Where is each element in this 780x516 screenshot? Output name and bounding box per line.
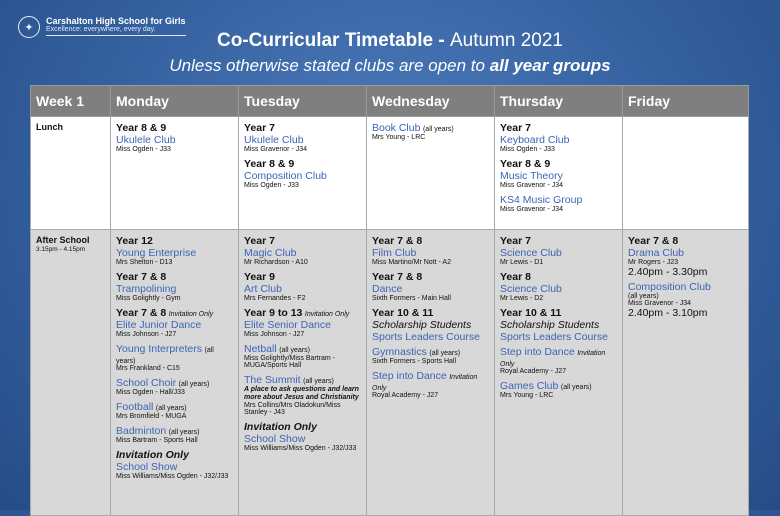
header-row — [31, 86, 749, 117]
invitation-heading: Invitation Only — [116, 449, 189, 461]
timetable — [30, 85, 749, 516]
teacher-room: Miss Johnson - J27 — [116, 331, 177, 338]
club-name: Science Club — [500, 283, 562, 295]
year-group: Year 7 & 8 — [116, 271, 167, 283]
year-group: Year 7 — [244, 235, 275, 247]
invitation-heading: Invitation Only — [244, 421, 317, 434]
club-name: Elite Junior Dance — [116, 319, 202, 331]
header-wednesday: Wednesday — [367, 86, 495, 117]
club-name: Magic Club — [244, 247, 297, 259]
crest-icon: ✦ — [18, 16, 40, 38]
club-name: Young Interpreters — [116, 343, 203, 355]
school-tagline: Excellence: everywhere, every day. — [46, 26, 156, 33]
club-name: Netball — [244, 343, 277, 355]
year-group: Year 9 — [244, 271, 275, 283]
club-note: (all years) — [116, 347, 214, 365]
teacher-room: Royal Academy - J27 — [500, 368, 567, 375]
teacher-room: Miss Bartram - Sports Hall — [116, 437, 198, 444]
title-season: Autumn 2021 — [449, 30, 563, 51]
year-group: Year 8 & 9 — [244, 158, 295, 170]
teacher-room: Miss Golightly/Miss Bartram - MUGA/Sports Hall — [244, 355, 336, 369]
club-note: Invitation Only — [304, 311, 350, 318]
club-line — [500, 380, 617, 392]
page-title — [0, 30, 780, 52]
header-friday: Friday — [623, 86, 749, 117]
club-name: Drama Club — [628, 247, 685, 259]
club-name: Games Club — [500, 380, 559, 392]
lunch-label: Lunch — [31, 117, 111, 230]
page-subtitle — [0, 56, 780, 76]
year-group: Year 7 & 8 — [628, 235, 679, 247]
school-name: Carshalton High School for Girls — [46, 16, 186, 26]
teacher-room: Royal Academy - J27 — [372, 392, 439, 399]
after-tuesday — [239, 230, 367, 516]
teacher-room: Sixth Formers - Sports Hall — [372, 358, 457, 365]
club-name: Trampolining — [116, 283, 177, 295]
year-group: Year 8 & 9 — [116, 122, 167, 134]
club-note: (all years) — [155, 405, 187, 412]
teacher-room: Mrs Bromfield - MUGA — [116, 413, 187, 420]
teacher-room: Miss Johnson - J27 — [244, 331, 305, 338]
teacher-room: Miss Gravenor - J34 — [244, 146, 308, 153]
teacher-room: Miss Ogden - Hall/J33 — [116, 389, 185, 396]
club-name: Gymnastics — [372, 346, 427, 358]
teacher-room: Miss Ogden - J33 — [500, 146, 555, 153]
lunch-monday — [111, 117, 239, 230]
club-time: 2.40pm - 3.10pm — [628, 307, 708, 319]
teacher-room: Miss Martino/Mr Nott - A2 — [372, 259, 451, 266]
club-note: Invitation Only — [168, 311, 214, 318]
club-line — [372, 346, 489, 358]
header-tuesday: Tuesday — [239, 86, 367, 117]
after-school-label — [31, 230, 111, 516]
club-note: (all years) — [429, 350, 461, 357]
year-group: Year 8 — [500, 271, 531, 283]
year-line — [244, 307, 361, 319]
teacher-room: Miss Ogden - J33 — [244, 182, 299, 189]
teacher-room: Miss Williams/Miss Ogden - J32/J33 — [244, 445, 357, 453]
club-note: (all years) — [560, 384, 592, 391]
club-line — [372, 122, 489, 134]
year-group: Year 10 & 11 — [500, 307, 562, 319]
club-name: Music Theory — [500, 170, 563, 182]
club-name: Science Club — [500, 247, 562, 259]
subtitle-emphasis: all year groups — [489, 56, 611, 75]
teacher-room: Mrs Young - LRC — [372, 134, 426, 141]
teacher-room: Mrs Collins/Mrs Oladokun/Miss Stanley - J43 — [244, 402, 341, 417]
after-school-row — [31, 230, 749, 516]
club-name: Step into Dance — [500, 346, 575, 358]
club-name: Film Club — [372, 247, 417, 259]
after-wednesday — [367, 230, 495, 516]
after-school-time: 3.15pm - 4.15pm — [36, 246, 86, 253]
after-thursday — [495, 230, 623, 516]
year-group: Year 7 — [244, 122, 275, 134]
year-group: Year 7 — [500, 235, 531, 247]
year-group: Year 8 & 9 — [500, 158, 551, 170]
teacher-room: Sixth Formers - Main Hall — [372, 295, 451, 302]
title-main: Co-Curricular Timetable - — [216, 30, 450, 51]
club-note: (all years) — [178, 381, 210, 388]
club-line — [244, 374, 361, 386]
teacher-room: Mrs Fernandes - F2 — [244, 295, 306, 302]
year-group: Year 7 & 8 — [116, 307, 167, 319]
club-note: Invitation Only — [500, 350, 606, 368]
after-monday — [111, 230, 239, 516]
header-monday: Monday — [111, 86, 239, 117]
club-line — [500, 346, 617, 368]
year-group: Year 12 — [116, 235, 153, 247]
club-name: Ukulele Club — [244, 134, 304, 146]
teacher-room: Miss Gravenor - J34 — [628, 300, 692, 307]
teacher-room: Miss Gravenor - J34 — [500, 182, 564, 189]
club-line — [116, 343, 233, 365]
year-group: Year 7 — [500, 122, 531, 134]
lunch-wednesday — [367, 117, 495, 230]
club-line — [116, 425, 233, 437]
club-line — [116, 401, 233, 413]
club-name: KS4 Music Group — [500, 194, 583, 206]
header-week: Week 1 — [31, 86, 111, 117]
club-name: Ukulele Club — [116, 134, 176, 146]
club-name: Elite Senior Dance — [244, 319, 331, 331]
club-name: Young Enterprise — [116, 247, 197, 259]
year-group: Year 10 & 11 — [372, 307, 434, 319]
club-note: (all years) — [628, 293, 659, 300]
year-group: Year 9 to 13 — [244, 307, 303, 319]
after-friday — [623, 230, 749, 516]
lunch-thursday — [495, 117, 623, 230]
lunch-row — [31, 117, 749, 230]
club-line — [372, 370, 489, 392]
lunch-tuesday — [239, 117, 367, 230]
club-note: (all years) — [303, 378, 334, 385]
club-name: Football — [116, 401, 154, 413]
eligibility: Scholarship Students — [372, 319, 472, 331]
club-name: Dance — [372, 283, 403, 295]
club-note: Invitation Only — [372, 374, 478, 392]
club-note: (all years) — [168, 429, 200, 436]
club-name: Step into Dance — [372, 370, 447, 382]
teacher-room: Miss Gravenor - J34 — [500, 206, 564, 213]
eligibility: Scholarship Students — [500, 319, 600, 331]
teacher-room: Mrs Frankland - C15 — [116, 365, 180, 372]
teacher-room: Mr Richardson - A10 — [244, 259, 308, 266]
club-name: Sports Leaders Course — [372, 331, 480, 343]
teacher-room: Mr Lewis - D2 — [500, 295, 544, 302]
club-line — [116, 377, 233, 389]
club-name: Composition Club — [244, 170, 327, 182]
year-group: Year 7 & 8 — [372, 235, 423, 247]
teacher-room: Miss Ogden - J33 — [116, 146, 171, 153]
header-thursday: Thursday — [495, 86, 623, 117]
teacher-room: Mrs Shelton - D13 — [116, 259, 173, 266]
teacher-room: Mr Rogers - J23 — [628, 259, 679, 266]
club-name: School Show — [244, 433, 306, 446]
club-name: School Choir — [116, 377, 177, 389]
club-line — [244, 343, 361, 355]
teacher-room: Miss Williams/Miss Ogden - J32/J33 — [116, 473, 229, 480]
after-school-title: After School — [36, 235, 90, 245]
club-name: Badminton — [116, 425, 167, 437]
teacher-room: Mr Lewis - D1 — [500, 259, 544, 266]
subtitle-prefix: Unless otherwise stated clubs are open to — [169, 56, 490, 75]
club-description: A place to ask questions and learn more about Jesus and Christianity — [244, 386, 359, 402]
year-line — [116, 307, 233, 319]
club-name: Sports Leaders Course — [500, 331, 608, 343]
club-name: Art Club — [244, 283, 282, 295]
lunch-friday — [623, 117, 749, 230]
club-name: Keyboard Club — [500, 134, 570, 146]
club-name: School Show — [116, 461, 178, 473]
club-time: 2.40pm - 3.30pm — [628, 266, 708, 278]
club-note: (all years) — [422, 126, 454, 133]
club-note: (all years) — [279, 347, 310, 354]
club-name: Composition Club — [628, 281, 711, 293]
club-name: The Summit — [244, 374, 301, 386]
club-name: Book Club — [372, 122, 421, 134]
teacher-room: Mrs Young - LRC — [500, 392, 554, 399]
teacher-room: Miss Golightly - Gym — [116, 295, 181, 302]
year-group: Year 7 & 8 — [372, 271, 423, 283]
